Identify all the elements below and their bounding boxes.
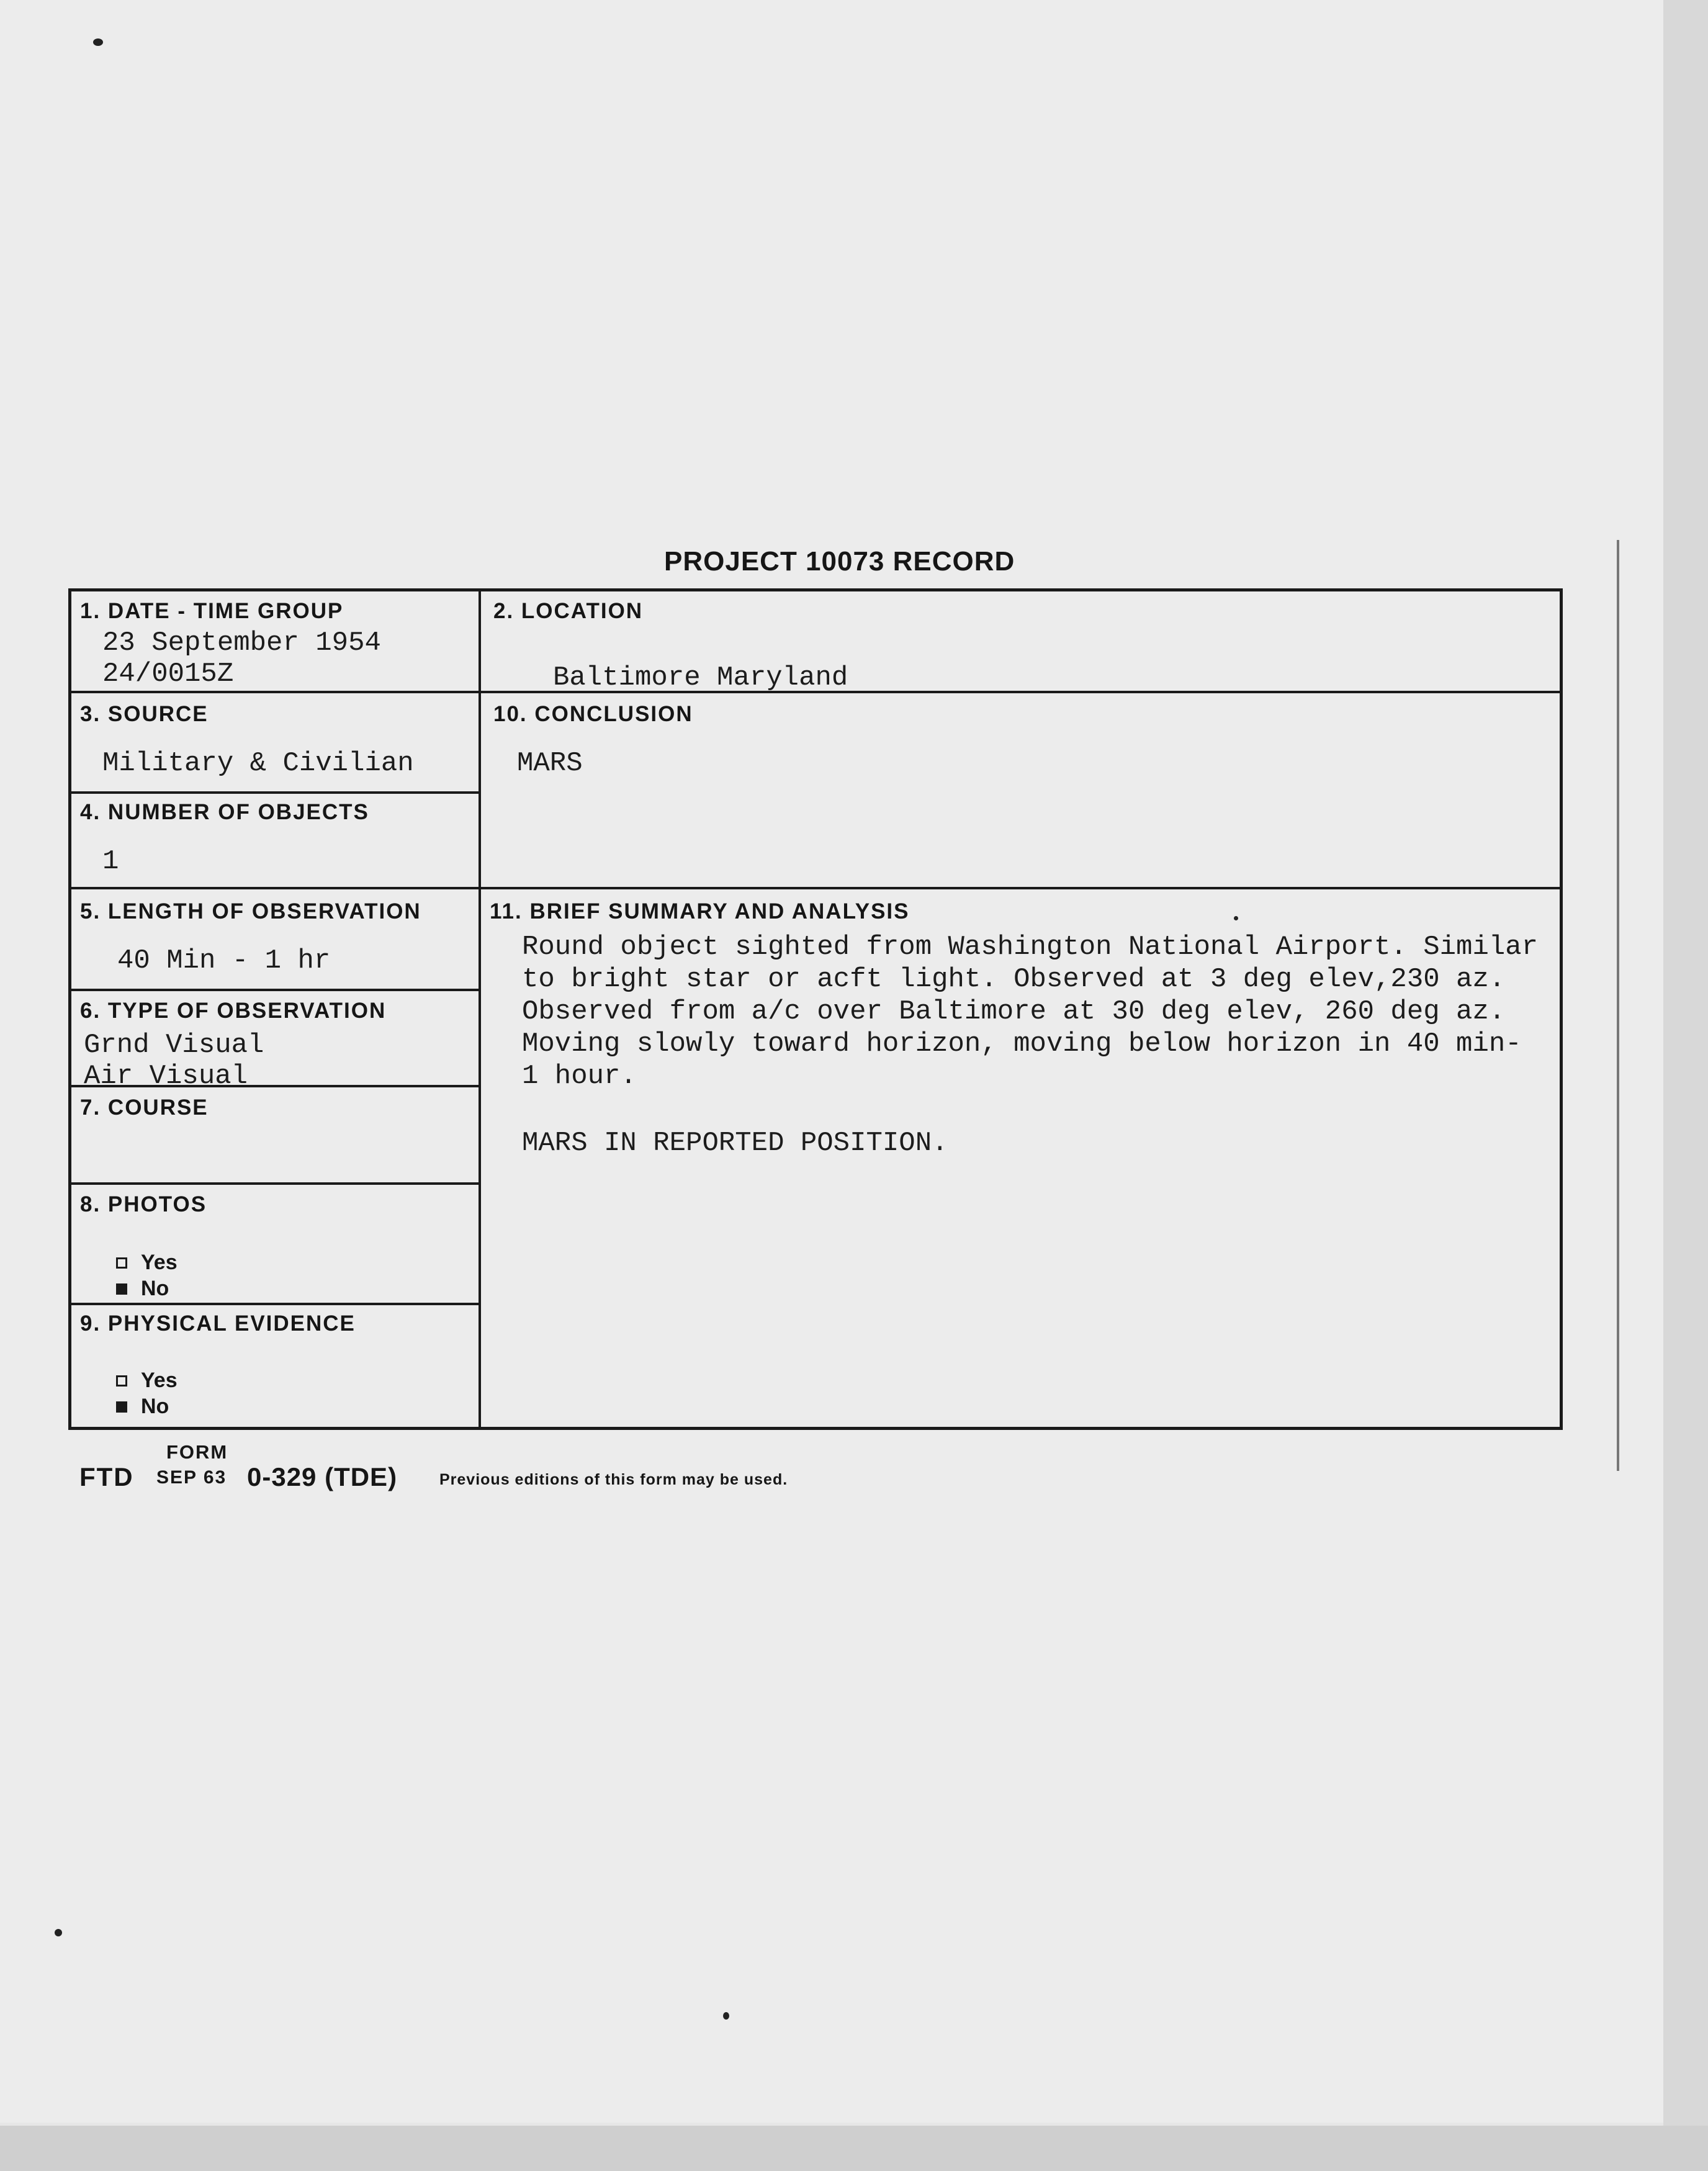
option-label: No [141, 1277, 169, 1300]
column-divider [479, 591, 481, 1427]
footer-agency: FTD [79, 1462, 134, 1491]
summary-line: 1 hour. [522, 1061, 637, 1092]
conclusion-label: 10. CONCLUSION [493, 702, 693, 726]
footer-note: Previous editions of this form may be used. [439, 1471, 788, 1488]
checked-checkbox-icon [116, 1283, 127, 1295]
option-label: No [141, 1395, 169, 1418]
location-label: 2. LOCATION [493, 599, 644, 623]
physical-evidence-yes-option[interactable] [116, 1369, 178, 1393]
summary-finding: MARS IN REPORTED POSITION. [522, 1128, 948, 1159]
location-value: Baltimore Maryland [553, 662, 848, 693]
photos-yes-option[interactable] [116, 1251, 178, 1275]
summary-line: Moving slowly toward horizon, moving below horizon in 40 min- [522, 1028, 1522, 1059]
footer-date: SEP 63 [156, 1467, 227, 1488]
source-value: Military & Civilian [102, 748, 414, 779]
photos-label: 8. PHOTOS [80, 1192, 207, 1216]
option-label: Yes [141, 1369, 178, 1392]
form-title: PROJECT 10073 RECORD [664, 546, 1015, 577]
time-group-value: 24/0015Z [102, 658, 234, 690]
option-label: Yes [141, 1251, 178, 1274]
row-divider [71, 989, 481, 991]
summary-line: Round object sighted from Washington National Airport. Similar [522, 932, 1539, 963]
conclusion-value: MARS [517, 748, 583, 779]
checked-checkbox-icon [116, 1401, 127, 1413]
scan-speck [55, 1929, 62, 1936]
length-of-observation-label: 5. LENGTH OF OBSERVATION [80, 899, 421, 924]
source-label: 3. SOURCE [80, 702, 209, 726]
course-label: 7. COURSE [80, 1095, 209, 1120]
type-of-observation-label: 6. TYPE OF OBSERVATION [80, 999, 387, 1023]
number-of-objects-label: 4. NUMBER OF OBJECTS [80, 800, 369, 824]
scan-margin-right [1663, 0, 1708, 2126]
photos-no-option[interactable] [116, 1277, 169, 1301]
footer-form-number: 0-329 (TDE) [247, 1462, 398, 1491]
footer-form-word: FORM [166, 1441, 228, 1463]
scan-margin-bottom [0, 2126, 1708, 2171]
physical-evidence-no-option[interactable] [116, 1395, 169, 1419]
summary-line: Observed from a/c over Baltimore at 30 deg elev, 260 deg az. [522, 996, 1506, 1027]
row-divider [71, 1303, 481, 1305]
type-of-observation-value: Air Visual [84, 1061, 248, 1092]
summary-label: 11. BRIEF SUMMARY AND ANALYSIS [490, 899, 910, 924]
physical-evidence-label: 9. PHYSICAL EVIDENCE [80, 1311, 356, 1336]
scan-speck [93, 38, 103, 46]
checkbox-icon [116, 1375, 127, 1387]
length-of-observation-value: 40 Min - 1 hr [117, 945, 331, 976]
row-divider [71, 887, 1560, 889]
date-value: 23 September 1954 [102, 627, 381, 658]
date-time-group-label: 1. DATE - TIME GROUP [80, 599, 344, 623]
type-of-observation-value: Grnd Visual [84, 1030, 264, 1061]
scan-speck [723, 2012, 729, 2020]
number-of-objects-value: 1 [102, 846, 119, 877]
row-divider [71, 1182, 481, 1185]
record-table [68, 588, 1563, 1430]
row-divider [71, 791, 481, 794]
checkbox-icon [116, 1257, 127, 1269]
summary-line: to bright star or acft light. Observed at 3 deg elev,230 az. [522, 964, 1506, 995]
scan-edge-line [1617, 540, 1619, 1471]
